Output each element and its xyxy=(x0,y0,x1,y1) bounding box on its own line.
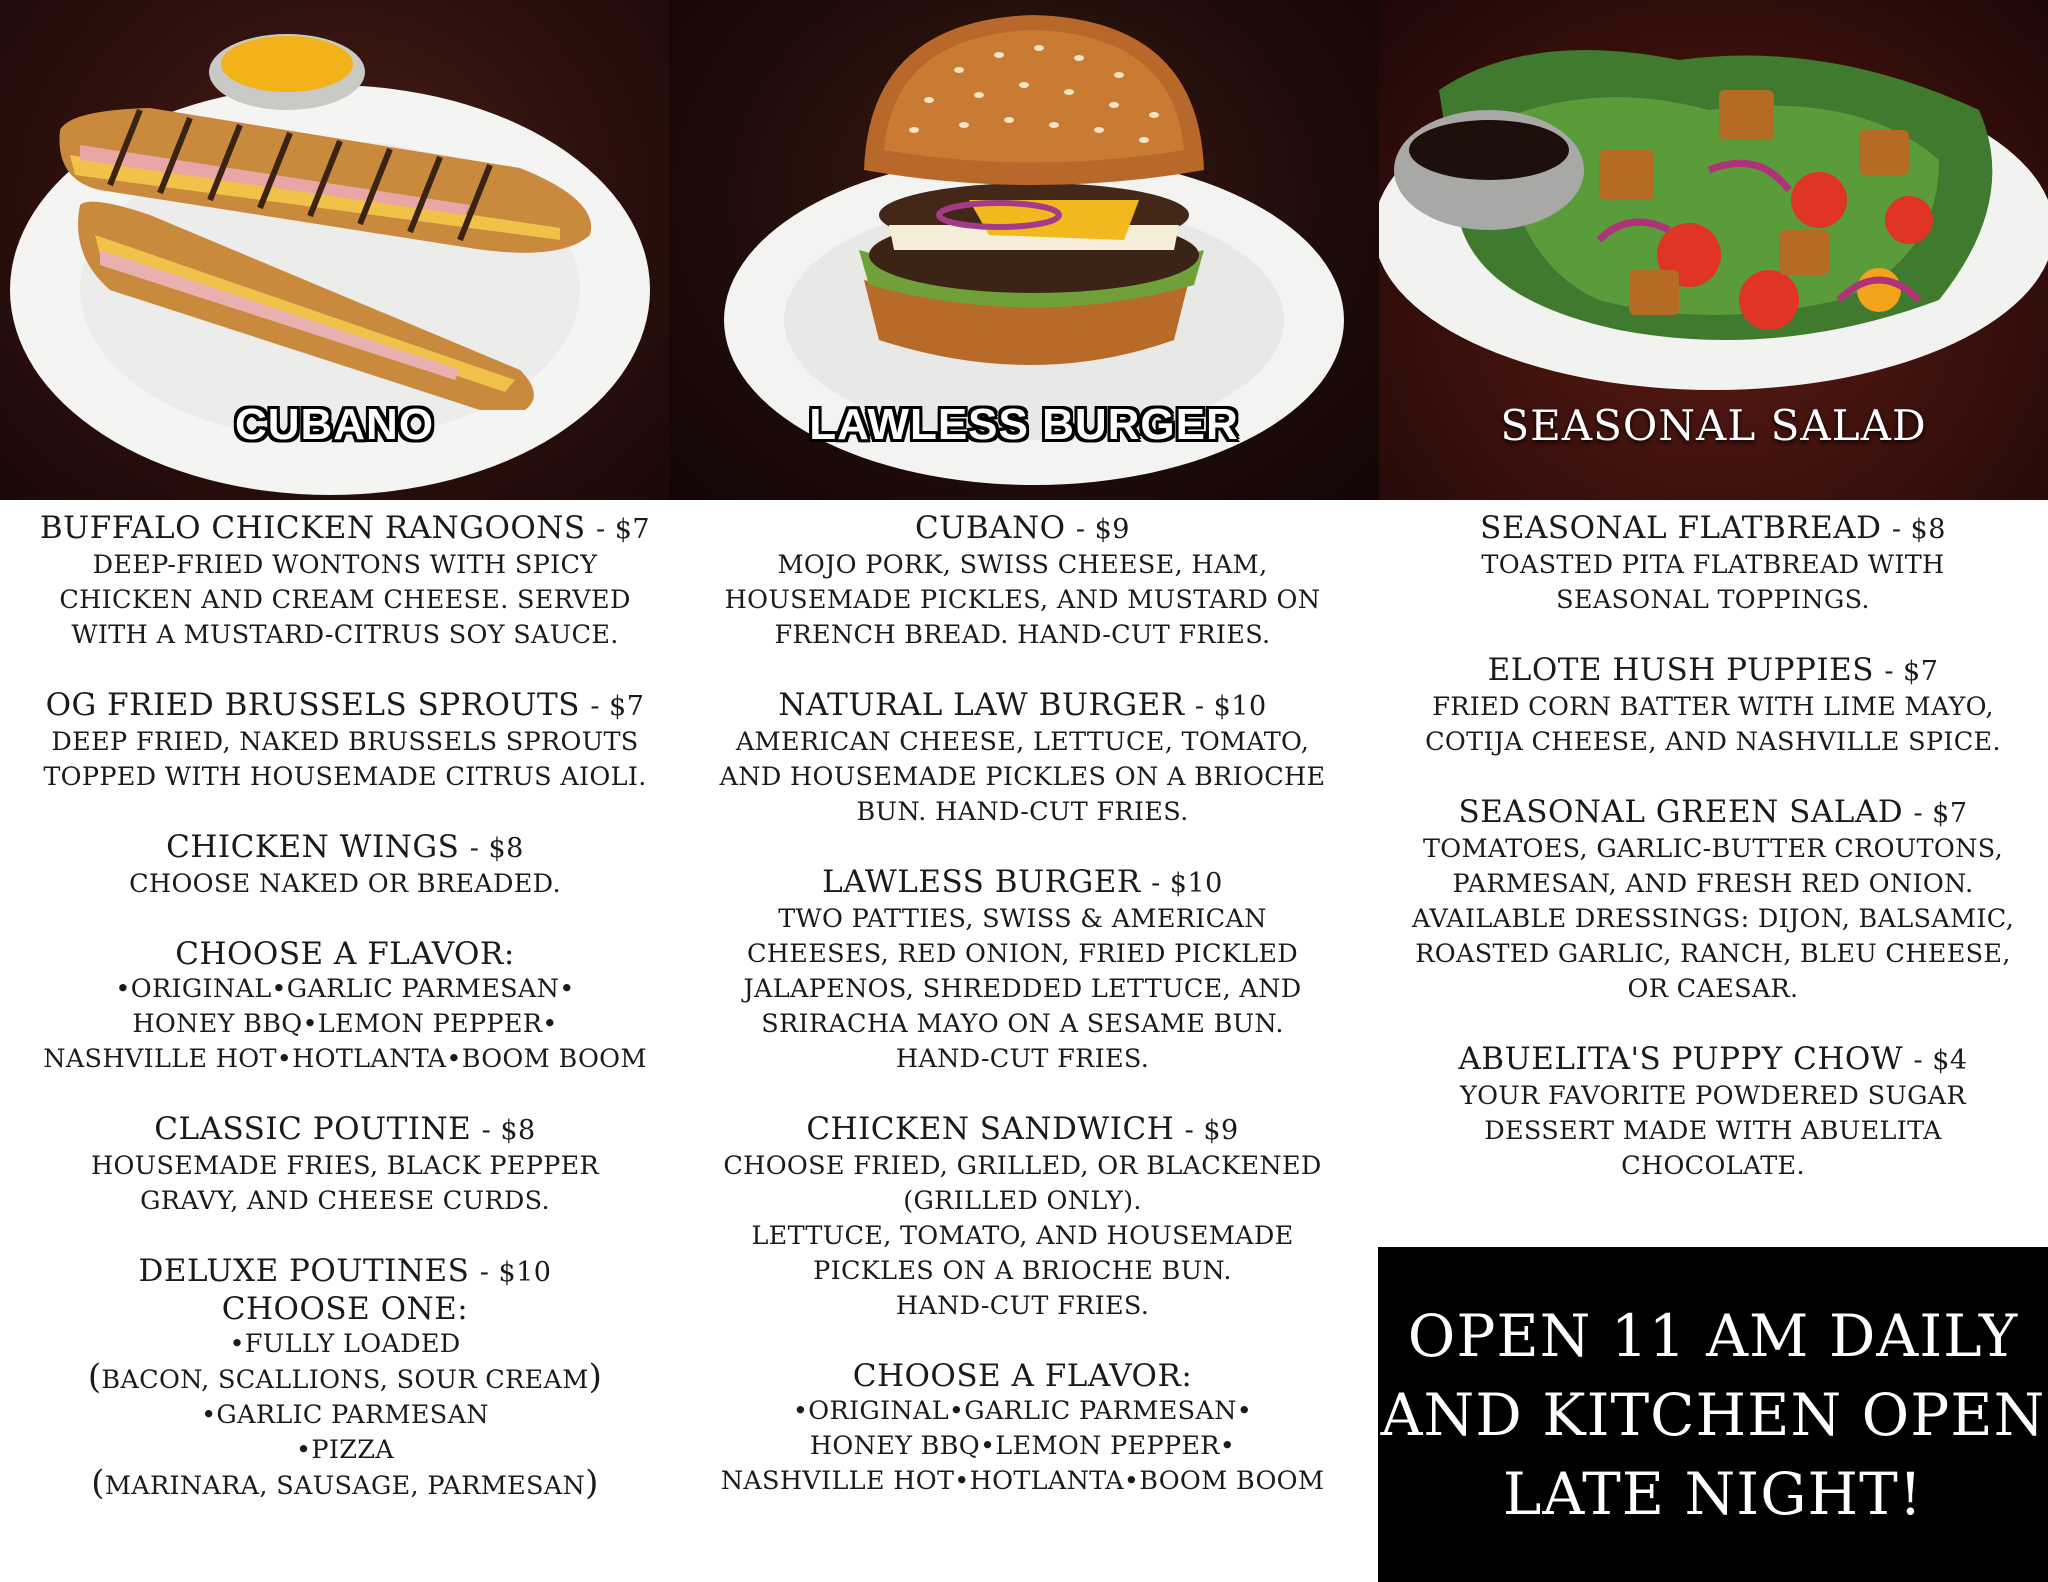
hours-line: OPEN 11 AM DAILY xyxy=(1407,1302,2019,1370)
menu-column-3 xyxy=(1378,510,2048,1218)
item-price: - $10 xyxy=(479,1257,552,1288)
item-title: SEASONAL GREEN SALAD xyxy=(1458,794,1904,830)
item-price: - $9 xyxy=(1184,1115,1239,1146)
item-description: LETTUCE, TOMATO, AND HOUSEMADE xyxy=(751,1221,1294,1251)
menu-item-rangoons xyxy=(0,510,690,653)
menu-item-seasonal-flatbread xyxy=(1378,510,2048,618)
item-price: - $7 xyxy=(1913,798,1968,829)
item-description: SRIRACHA MAYO ON A SESAME BUN. xyxy=(761,1009,1284,1039)
item-title: CLASSIC POUTINE xyxy=(154,1111,472,1147)
item-description: WITH A MUSTARD-CITRUS SOY SAUCE. xyxy=(71,620,619,650)
hours-banner xyxy=(1378,1247,2048,1582)
item-description: PICKLES ON A BRIOCHE BUN. xyxy=(813,1256,1232,1286)
item-description: OR CAESAR. xyxy=(1627,974,1799,1004)
wing-flavor-list xyxy=(0,936,690,1077)
section-heading: CHOOSE A FLAVOR: xyxy=(175,936,515,972)
item-description: CHOOSE FRIED, GRILLED, OR BLACKENED xyxy=(723,1151,1322,1181)
item-title: ABUELITA'S PUPPY CHOW xyxy=(1458,1041,1904,1077)
flavor-line: •ORIGINAL•GARLIC PARMESAN• xyxy=(792,1396,1253,1426)
flavor-line: HONEY BBQ•LEMON PEPPER• xyxy=(132,1009,558,1039)
salad-photo xyxy=(1379,0,2048,500)
item-description: FRIED CORN BATTER WITH LIME MAYO, xyxy=(1432,692,1994,722)
menu-column-2 xyxy=(690,510,1355,1533)
item-description: DESSERT MADE WITH ABUELITA xyxy=(1484,1116,1942,1146)
cubano-caption: CUBANO xyxy=(234,400,435,449)
item-description: COTIJA CHEESE, AND NASHVILLE SPICE. xyxy=(1425,727,2001,757)
hours-line: LATE NIGHT! xyxy=(1502,1460,1924,1528)
item-price: - $7 xyxy=(1884,656,1939,687)
item-description: SEASONAL TOPPINGS. xyxy=(1556,585,1870,615)
item-description: TOASTED PITA FLATBREAD WITH xyxy=(1481,550,1945,580)
item-description: ROASTED GARLIC, RANCH, BLEU CHEESE, xyxy=(1415,939,2011,969)
item-description: CHEESES, RED ONION, FRIED PICKLED xyxy=(746,939,1299,969)
item-description: JALAPENOS, SHREDDED LETTUCE, AND xyxy=(743,974,1302,1004)
item-description: PARMESAN, AND FRESH RED ONION. xyxy=(1452,869,1974,899)
burger-caption: LAWLESS BURGER xyxy=(809,400,1239,449)
poutine-option: •GARLIC PARMESAN xyxy=(201,1400,489,1430)
item-description: HOUSEMADE FRIES, BLACK PEPPER xyxy=(90,1151,600,1181)
poutine-option: •FULLY LOADED xyxy=(229,1329,461,1359)
item-title: SEASONAL FLATBREAD xyxy=(1480,510,1882,546)
item-description: AND HOUSEMADE PICKLES ON A BRIOCHE xyxy=(719,762,1326,792)
menu-item-natural-law-burger xyxy=(690,687,1355,830)
item-description: AMERICAN CHEESE, LETTUCE, TOMATO, xyxy=(735,727,1310,757)
item-description: TWO PATTIES, SWISS & AMERICAN xyxy=(778,904,1267,934)
item-description: HAND-CUT FRIES. xyxy=(895,1291,1150,1321)
item-description: CHICKEN AND CREAM CHEESE. SERVED xyxy=(59,585,631,615)
item-title: DELUXE POUTINES xyxy=(138,1253,470,1289)
sandwich-flavor-list xyxy=(690,1358,1355,1499)
poutine-option: •PIZZA xyxy=(296,1435,394,1465)
item-price: - $8 xyxy=(1891,514,1946,545)
item-title: CUBANO xyxy=(915,510,1066,546)
section-heading: CHOOSE A FLAVOR: xyxy=(852,1358,1193,1394)
item-description: DEEP-FRIED WONTONS WITH SPICY xyxy=(92,550,598,580)
item-price: - $7 xyxy=(590,691,645,722)
photo-banner xyxy=(0,0,2048,500)
burger-photo xyxy=(669,0,1379,500)
item-price: - $8 xyxy=(469,833,524,864)
salad-caption: SEASONAL SALAD xyxy=(1500,401,1927,450)
item-title: BUFFALO CHICKEN RANGOONS xyxy=(39,510,586,546)
item-description: HOUSEMADE PICKLES, AND MUSTARD ON xyxy=(724,585,1321,615)
poutine-option-detail: MARINARA, SAUSAGE, PARMESAN xyxy=(104,1471,586,1501)
item-description: FRENCH BREAD. HAND-CUT FRIES. xyxy=(774,620,1271,650)
item-price: - $10 xyxy=(1194,691,1267,722)
item-description: YOUR FAVORITE POWDERED SUGAR xyxy=(1459,1081,1967,1111)
cubano-photo xyxy=(0,0,669,500)
item-price: - $10 xyxy=(1151,868,1223,899)
item-price: - $8 xyxy=(481,1115,536,1146)
flavor-line: NASHVILLE HOT•HOTLANTA•BOOM BOOM xyxy=(43,1044,647,1074)
poutine-option-detail: BACON, SCALLIONS, SOUR CREAM xyxy=(101,1365,589,1395)
hours-line: AND KITCHEN OPEN xyxy=(1380,1381,2046,1449)
menu-item-classic-poutine xyxy=(0,1111,690,1219)
item-description: MOJO PORK, SWISS CHEESE, HAM, xyxy=(777,550,1268,580)
menu-item-seasonal-green-salad xyxy=(1378,794,2048,1007)
item-description: DEEP FRIED, NAKED BRUSSELS SPROUTS xyxy=(51,727,639,757)
item-price: - $7 xyxy=(596,514,651,545)
flavor-line: •ORIGINAL•GARLIC PARMESAN• xyxy=(115,974,575,1004)
item-description: BUN. HAND-CUT FRIES. xyxy=(856,797,1189,827)
menu-item-elote-hush-puppies xyxy=(1378,652,2048,760)
item-title: NATURAL LAW BURGER xyxy=(778,687,1185,723)
item-description: AVAILABLE DRESSINGS: DIJON, BALSAMIC, xyxy=(1411,904,2015,934)
menu-item-chicken-wings xyxy=(0,829,690,902)
item-title: ELOTE HUSH PUPPIES xyxy=(1487,652,1874,688)
menu-item-puppy-chow xyxy=(1378,1041,2048,1184)
item-title: OG FRIED BRUSSELS SPROUTS xyxy=(45,687,580,723)
item-title: CHICKEN SANDWICH xyxy=(806,1111,1175,1147)
menu-item-lawless-burger xyxy=(690,864,1355,1077)
item-description: GRAVY, AND CHEESE CURDS. xyxy=(140,1186,550,1216)
item-description: CHOOSE NAKED OR BREADED. xyxy=(129,869,561,899)
menu-item-deluxe-poutines: DELUXE POUTINES - $10 CHOOSE ONE: •FULLY LOADED (BACON, SCALLIONS, SOUR CREAM) •GARLIC PARMESAN •PIZZA (MARINARA, SAUSAGE, PARMESAN) xyxy=(0,1253,690,1504)
menu-column-1 xyxy=(0,510,690,1538)
item-description: TOMATOES, GARLIC-BUTTER CROUTONS, xyxy=(1422,834,2003,864)
flavor-line: HONEY BBQ•LEMON PEPPER• xyxy=(809,1431,1236,1461)
item-description: HAND-CUT FRIES. xyxy=(895,1044,1150,1074)
item-title: LAWLESS BURGER xyxy=(822,864,1141,900)
menu-item-cubano xyxy=(690,510,1355,653)
item-description: TOPPED WITH HOUSEMADE CITRUS AIOLI. xyxy=(43,762,647,792)
item-description: (GRILLED ONLY). xyxy=(903,1186,1142,1216)
menu-item-brussels-sprouts xyxy=(0,687,690,795)
item-description: CHOCOLATE. xyxy=(1621,1151,1805,1181)
item-price: - $4 xyxy=(1913,1045,1968,1076)
item-subtitle: CHOOSE ONE: xyxy=(221,1291,469,1327)
menu-item-chicken-sandwich xyxy=(690,1111,1355,1324)
item-title: CHICKEN WINGS xyxy=(166,829,460,865)
item-price: - $9 xyxy=(1075,514,1130,545)
flavor-line: NASHVILLE HOT•HOTLANTA•BOOM BOOM xyxy=(720,1466,1325,1496)
